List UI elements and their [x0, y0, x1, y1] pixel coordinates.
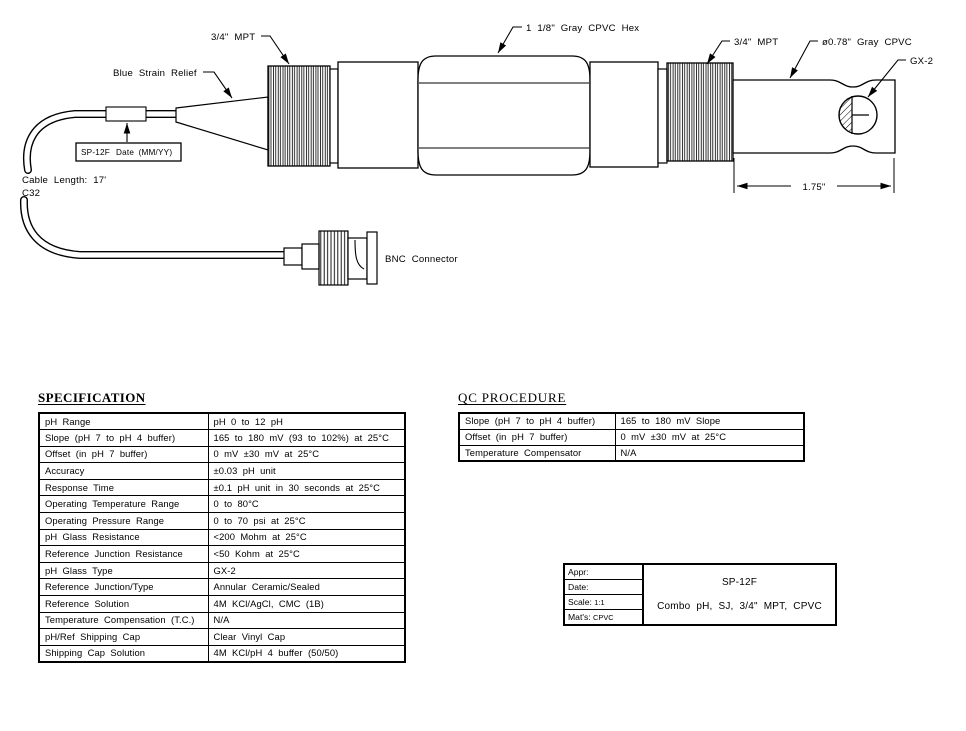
qc-value: N/A — [615, 445, 804, 461]
title-block-right-area — [644, 565, 835, 624]
label-bnc: BNC Connector — [385, 254, 458, 265]
dimension-label: 1.75" — [802, 182, 826, 193]
title-block — [563, 563, 837, 626]
scale-label: Scale: — [568, 597, 592, 607]
label-mpt-right: 3/4" MPT — [734, 37, 779, 48]
qc-procedure-table — [458, 412, 805, 462]
bnc-connector-drawing — [284, 231, 377, 285]
spec-label: Accuracy — [39, 463, 208, 480]
material-cell — [565, 610, 642, 624]
table-row — [459, 445, 804, 461]
material-value: CPVC — [593, 613, 614, 622]
spec-label: Reference Solution — [39, 596, 208, 613]
spec-value: 165 to 180 mV (93 to 102%) at 25°C — [208, 430, 405, 447]
cylinder-right — [590, 62, 658, 167]
qc-value: 0 mV ±30 mV at 25°C — [615, 429, 804, 445]
spec-value: N/A — [208, 612, 405, 629]
title-block-left-column — [565, 565, 644, 624]
spec-value: 4M KCl/pH 4 buffer (50/50) — [208, 645, 405, 662]
table-row — [39, 446, 405, 463]
date-label: Date: — [568, 582, 589, 592]
table-row — [39, 479, 405, 496]
label-mpt-left: 3/4" MPT — [211, 32, 256, 43]
spec-value: 0 mV ±30 mV at 25°C — [208, 446, 405, 463]
model-number: SP-12F — [721, 577, 758, 589]
label-hex: 1 1/8" Gray CPVC Hex — [526, 23, 640, 34]
cable-label-sleeve — [106, 107, 146, 121]
specification-title: SPECIFICATION — [38, 390, 146, 405]
qc-label: Slope (pH 7 to pH 4 buffer) — [459, 413, 615, 429]
thread-right — [667, 63, 733, 161]
spec-label: Operating Pressure Range — [39, 513, 208, 530]
collar-ring-left — [330, 69, 338, 163]
probe-drawing — [0, 0, 966, 330]
table-row — [39, 513, 405, 530]
approval-label: Appr: — [568, 567, 589, 577]
table-row — [39, 596, 405, 613]
model-tag-box — [76, 143, 181, 161]
label-cable-length: Cable Length: 17' — [22, 175, 107, 186]
label-glass-type: GX-2 — [910, 56, 934, 67]
label-body-diameter: ø0.78" Gray CPVC — [822, 37, 912, 48]
spec-value: pH 0 to 12 pH — [208, 413, 405, 430]
table-row — [39, 413, 405, 430]
qc-label: Offset (in pH 7 buffer) — [459, 429, 615, 445]
scale-cell — [565, 595, 642, 610]
spec-value: Annular Ceramic/Sealed — [208, 579, 405, 596]
table-row — [39, 496, 405, 513]
spec-value: GX-2 — [208, 562, 405, 579]
material-label: Mat's: — [568, 612, 591, 622]
spec-label: pH/Ref Shipping Cap — [39, 629, 208, 646]
leader-body-diameter — [790, 41, 818, 78]
table-row — [39, 645, 405, 662]
spec-label: pH Range — [39, 413, 208, 430]
leader-hex — [498, 27, 522, 53]
approval-cell — [565, 565, 642, 580]
tag-model-text: SP-12F — [81, 148, 110, 157]
qc-procedure-section — [458, 390, 805, 462]
spec-value: ±0.03 pH unit — [208, 463, 405, 480]
spec-label: pH Glass Resistance — [39, 529, 208, 546]
label-strain-relief: Blue Strain Relief — [113, 68, 197, 79]
table-row — [39, 629, 405, 646]
spec-label: Reference Junction/Type — [39, 579, 208, 596]
table-row — [459, 413, 804, 429]
spec-label: Offset (in pH 7 buffer) — [39, 446, 208, 463]
table-row — [39, 430, 405, 447]
spec-value: <50 Kohm at 25°C — [208, 546, 405, 563]
spec-label: Reference Junction Resistance — [39, 546, 208, 563]
table-row — [39, 612, 405, 629]
table-row — [39, 579, 405, 596]
spec-value: 0 to 70 psi at 25°C — [208, 513, 405, 530]
table-row — [39, 463, 405, 480]
spec-value: ±0.1 pH unit in 30 seconds at 25°C — [208, 479, 405, 496]
table-row — [39, 546, 405, 563]
date-cell — [565, 580, 642, 595]
spec-value: 0 to 80°C — [208, 496, 405, 513]
hex-body — [418, 56, 590, 175]
leader-strain-relief — [203, 72, 232, 98]
spec-label: pH Glass Type — [39, 562, 208, 579]
specification-table — [38, 412, 406, 663]
qc-label: Temperature Compensator — [459, 445, 615, 461]
strain-relief-cone — [176, 97, 268, 150]
scale-value: 1:1 — [594, 598, 605, 607]
spec-label: Temperature Compensation (T.C.) — [39, 612, 208, 629]
spec-label: Shipping Cap Solution — [39, 645, 208, 662]
spec-value: 4M KCl/AgCl, CMC (1B) — [208, 596, 405, 613]
table-row — [459, 429, 804, 445]
spec-label: Slope (pH 7 to pH 4 buffer) — [39, 430, 208, 447]
cable-lower — [24, 200, 292, 255]
leader-mpt-right — [707, 41, 730, 64]
table-row — [39, 562, 405, 579]
specification-section — [38, 390, 406, 663]
spec-value: Clear Vinyl Cap — [208, 629, 405, 646]
leader-mpt-left — [261, 36, 289, 64]
thread-left — [268, 66, 330, 166]
spec-value: <200 Mohm at 25°C — [208, 529, 405, 546]
label-cable-code: C32 — [22, 188, 41, 199]
tag-date-text: Date (MM/YY) — [116, 148, 173, 157]
qc-value: 165 to 180 mV Slope — [615, 413, 804, 429]
collar-ring-right — [658, 69, 667, 163]
spec-label: Operating Temperature Range — [39, 496, 208, 513]
glass-bulb — [839, 96, 877, 134]
cylinder-left — [338, 62, 418, 168]
spec-label: Response Time — [39, 479, 208, 496]
table-row — [39, 529, 405, 546]
qc-procedure-title: QC PROCEDURE — [458, 390, 567, 405]
model-description: Combo pH, SJ, 3/4" MPT, CPVC — [657, 600, 822, 612]
